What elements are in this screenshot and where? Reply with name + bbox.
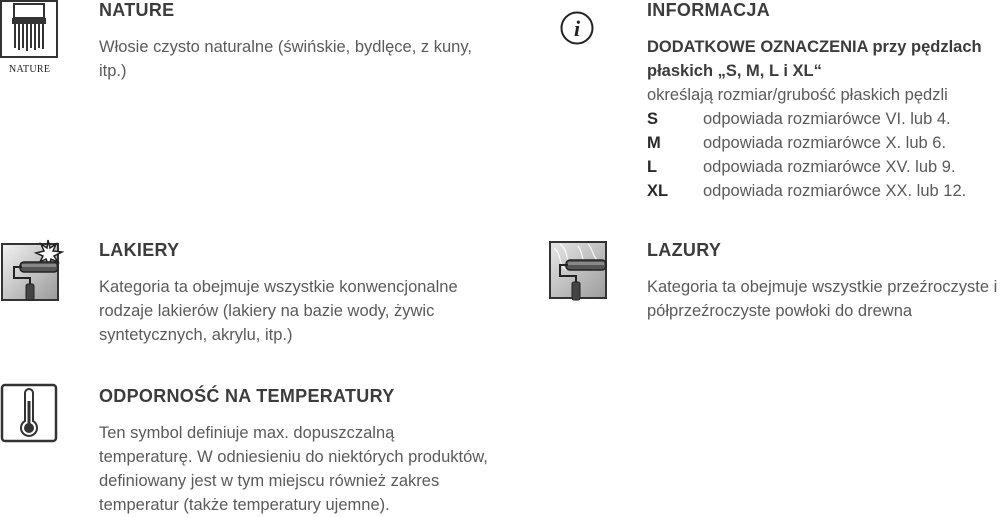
size-desc: odpowiada rozmiarówce VI. lub 4. xyxy=(703,110,951,128)
wood-stain-roller-icon xyxy=(548,240,610,302)
lakiery-text: Kategoria ta obejmuje wszystkie konwencjonalne rodzaje lakierów (lakiery na bazie wody, żywic syntetycznych, akrylu, itp.) xyxy=(99,278,458,344)
informacja-section xyxy=(647,0,997,203)
size-desc: odpowiada rozmiarówce XV. lub 9. xyxy=(703,158,956,176)
varnish-roller-icon xyxy=(0,238,64,302)
nature-text: Włosie czysto naturalne (świńskie, bydlęce, z kuny, itp.) xyxy=(99,38,472,80)
svg-text:i: i xyxy=(573,16,581,41)
size-row xyxy=(647,107,997,131)
lakiery-title: LAKIERY xyxy=(99,240,180,260)
informacja-intro: określają rozmiar/grubość płaskich pędzli xyxy=(647,86,948,104)
size-code: XL xyxy=(647,182,669,200)
nature-caption: NATURE xyxy=(9,64,51,75)
temperatura-title: ODPORNOŚĆ NA TEMPERATURY xyxy=(99,386,395,406)
temperatura-section xyxy=(99,386,499,517)
lakiery-section xyxy=(99,240,499,347)
nature-title: NATURE xyxy=(99,0,175,20)
info-icon xyxy=(560,11,594,45)
nature-section xyxy=(99,0,499,83)
lazury-text: Kategoria ta obejmuje wszystkie przeźroczyste i półprzeźroczyste powłoki do drewna xyxy=(647,278,998,320)
size-code: M xyxy=(647,134,661,152)
size-code: L xyxy=(647,158,658,176)
size-code: S xyxy=(647,110,659,128)
size-row xyxy=(647,155,997,179)
temperatura-text: Ten symbol definiuje max. dopuszczalną temperaturę. W odniesieniu do niektórych produktów, definiowany jest w tym miejscu również zakres temperatur (także temperatury ujemne). xyxy=(99,424,488,514)
size-desc: odpowiada rozmiarówce X. lub 6. xyxy=(703,134,947,152)
lazury-title: LAZURY xyxy=(647,240,722,260)
size-row xyxy=(647,179,997,203)
size-list xyxy=(647,107,997,203)
size-desc: odpowiada rozmiarówce XX. lub 12. xyxy=(703,182,967,200)
brush-icon xyxy=(0,0,58,58)
thermometer-icon xyxy=(0,383,58,443)
informacja-subtitle: DODATKOWE OZNACZENIA przy pędzlach płaskich „S, M, L i XL“ xyxy=(647,38,982,80)
lazury-section xyxy=(647,240,1000,323)
size-row xyxy=(647,131,997,155)
informacja-title: INFORMACJA xyxy=(647,0,770,20)
